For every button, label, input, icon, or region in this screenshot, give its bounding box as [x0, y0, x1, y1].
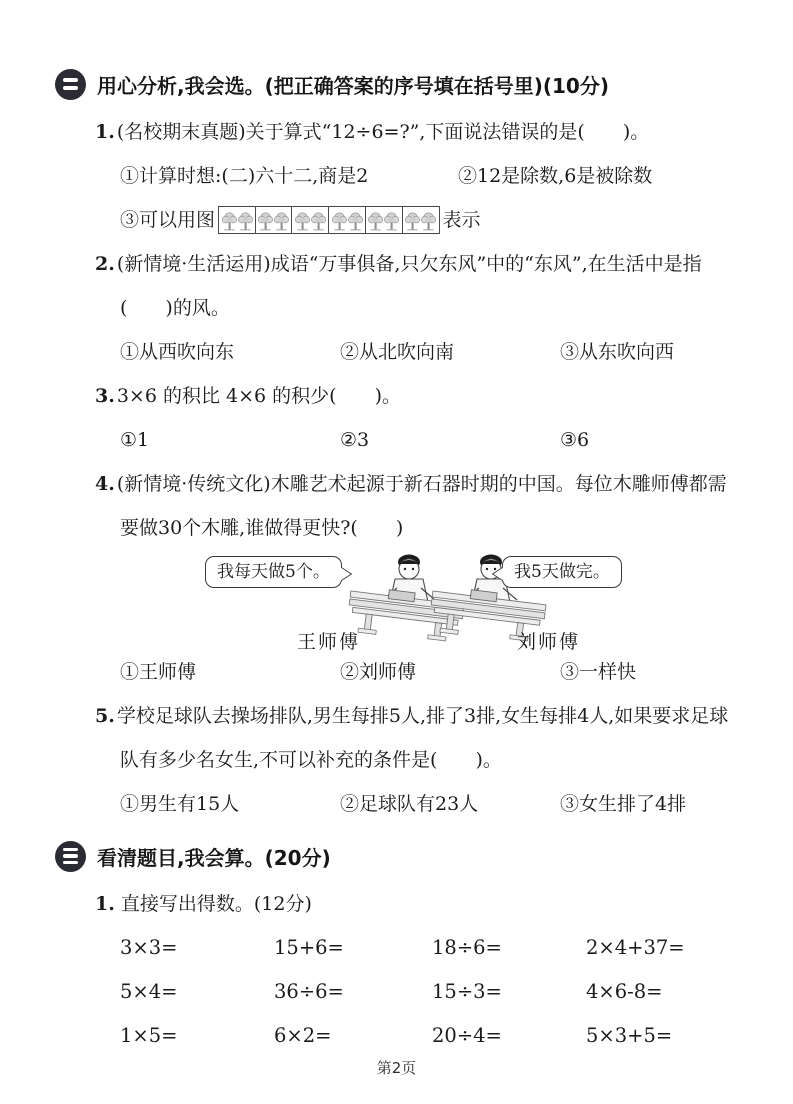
question-3-number: 3. [95, 385, 115, 407]
option-2: ②3 [340, 429, 370, 451]
speech-bubble-wang: 我每天做5个。 [205, 556, 342, 588]
tree-grouping-diagram [218, 206, 440, 234]
question-4-options [120, 650, 738, 694]
tree-group [255, 206, 293, 234]
tree-icon [368, 209, 383, 232]
math-problem: 36÷6= [274, 980, 344, 1003]
option-3: ③一样快 [560, 661, 637, 683]
option-1: ①王师傅 [120, 661, 197, 683]
label-liu-shifu: 刘师傅 [517, 631, 581, 653]
section-calc-header [55, 840, 738, 872]
question-5 [95, 694, 738, 826]
question-2-number: 2. [95, 253, 115, 275]
tree-group [291, 206, 329, 234]
label-wang-shifu: 王师傅 [297, 631, 361, 653]
question-2 [95, 242, 738, 374]
calc-subquestion-number: 1. [95, 893, 115, 915]
tree-group [365, 206, 403, 234]
tree-icon [332, 209, 347, 232]
option-3: ③从东吹向西 [560, 341, 675, 363]
tree-group [328, 206, 366, 234]
question-1 [95, 110, 738, 242]
question-5-number: 5. [95, 705, 115, 727]
tree-group [218, 206, 256, 234]
question-4-number: 4. [95, 473, 115, 495]
option-1: ①从西吹向东 [120, 341, 235, 363]
question-5-text: 5. 学校足球队去操场排队,男生每排5人,排了3排,女生每排4人,如果要求足球队有多少名女生,不可以补充的条件是( )。 [95, 705, 729, 771]
tree-icon [258, 209, 273, 232]
option-3: ③女生排了4排 [560, 793, 687, 815]
calc-subquestion-text: 直接写出得数。(12分) [120, 893, 312, 915]
math-problem: 6×2= [274, 1024, 332, 1047]
math-problem: 4×6-8= [586, 980, 663, 1003]
math-problem: 20÷4= [432, 1024, 502, 1047]
option-2: ②刘师傅 [340, 661, 417, 683]
math-problem: 5×4= [120, 980, 178, 1003]
math-problem: 15+6= [274, 936, 344, 959]
math-problem: 1×5= [120, 1024, 178, 1047]
question-4-text: 4. (新情境·传统文化)木雕艺术起源于新石器时期的中国。每位木雕师傅都需要做30个木雕,谁做得更快?( ) [95, 473, 727, 539]
option-1: ①1 [120, 429, 150, 451]
option-2: ②从北吹向南 [340, 341, 455, 363]
tree-icon [405, 209, 420, 232]
question-3-options [120, 418, 738, 462]
question-1-option-3 [120, 198, 738, 242]
question-3-text: 3. 3×6 的积比 4×6 的积少( )。 [95, 385, 401, 407]
section-calc-title: 看清题目,我会算。(20分) [97, 845, 331, 870]
question-3 [95, 374, 738, 462]
speech-bubble-liu: 我5天做完。 [502, 556, 622, 588]
mental-math-grid [120, 926, 738, 1058]
question-4-options-row [120, 650, 738, 694]
tree-icon [421, 209, 436, 232]
section-two-badge-icon [55, 69, 86, 100]
tree-icon [238, 209, 253, 232]
tree-icon [311, 209, 326, 232]
tree-group [402, 206, 440, 234]
tree-icon [348, 209, 363, 232]
question-1-number: 1. [95, 121, 115, 143]
option-1: ①计算时想:(二)六十二,商是2 [120, 165, 369, 187]
tree-icon [274, 209, 289, 232]
math-problem: 3×3= [120, 936, 178, 959]
math-problem: 18÷6= [432, 936, 502, 959]
question-1-text: 1. (名校期末真题)关于算式“12÷6=?”,下面说法错误的是( )。 [95, 121, 650, 143]
tree-icon [295, 209, 310, 232]
option-3-prefix: ③可以用图 [120, 209, 216, 231]
tree-icon [222, 209, 237, 232]
option-2: ②12是除数,6是被除数 [458, 165, 653, 187]
option-1: ①男生有15人 [120, 793, 240, 815]
option-2: ②足球队有23人 [340, 793, 479, 815]
math-problem: 15÷3= [432, 980, 502, 1003]
section-three-badge-icon [55, 841, 86, 872]
question-4 [95, 462, 738, 550]
question-5-options [120, 782, 738, 826]
option-3: ③6 [560, 429, 590, 451]
math-problem: 2×4+37= [586, 936, 685, 959]
woodcarver-illustration [205, 550, 705, 653]
section-choice-title: 用心分析,我会选。(把正确答案的序号填在括号里)(10分) [97, 73, 609, 98]
calc-subquestion-1 [95, 882, 738, 926]
tree-icon [384, 209, 399, 232]
option-3-suffix: 表示 [442, 209, 481, 231]
section-choice-header [55, 68, 738, 100]
question-2-options [120, 330, 738, 374]
question-1-options [120, 154, 738, 198]
question-2-text: 2. (新情境·生活运用)成语“万事俱备,只欠东风”中的“东风”,在生活中是指( )的风。 [95, 253, 702, 319]
page-number: 第2页 [376, 1059, 417, 1077]
math-problem: 5×3+5= [586, 1024, 673, 1047]
